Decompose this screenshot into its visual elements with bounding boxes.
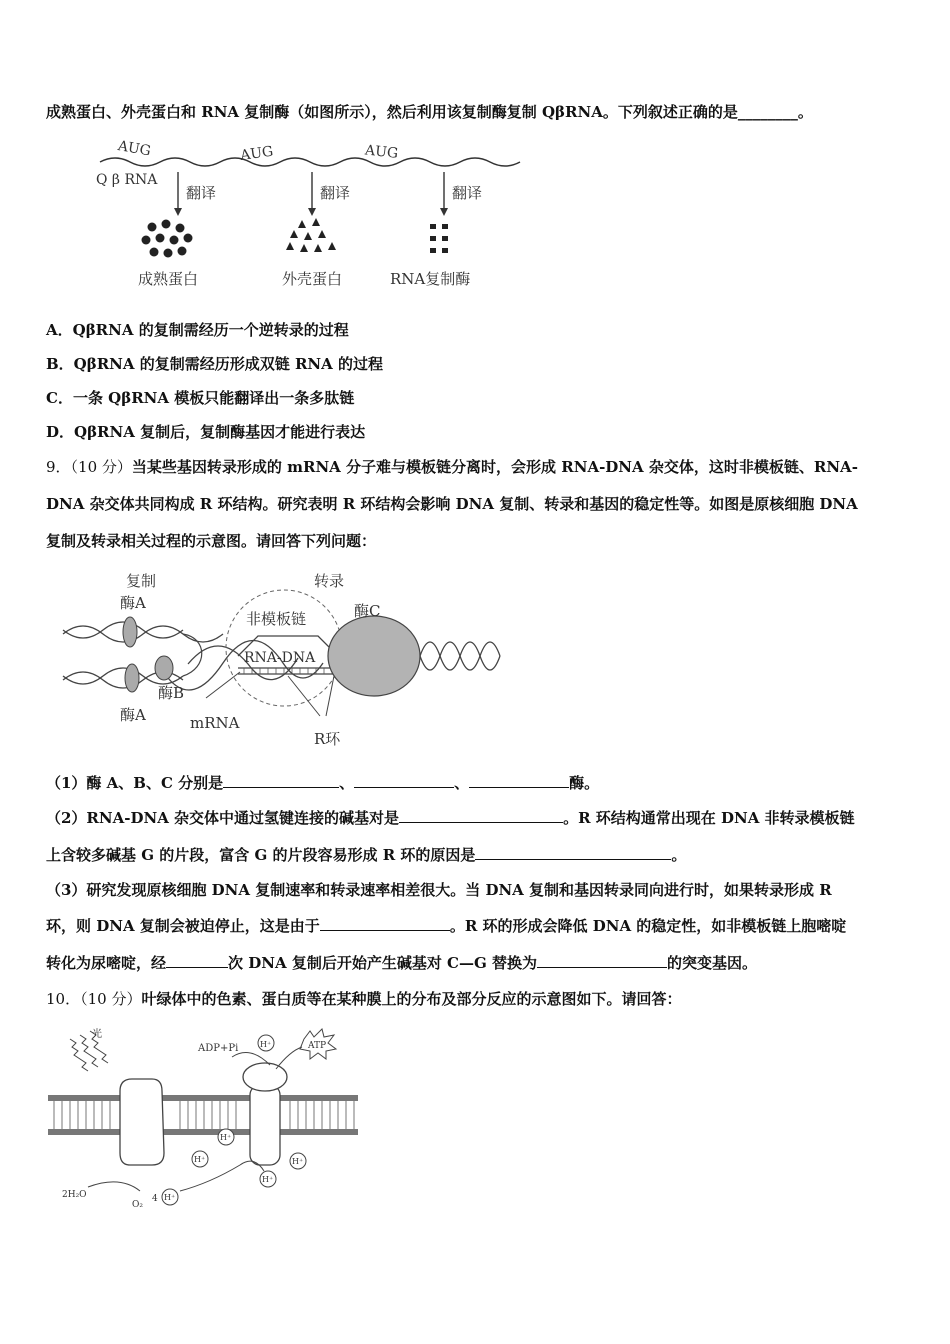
q9-sub-1-sep-1: 、 xyxy=(339,774,355,792)
q9-sub-3-line-3 xyxy=(46,953,757,973)
q9-number: 9． xyxy=(46,458,71,476)
product-label-1: 成熟蛋白 xyxy=(138,270,199,288)
q9-sub-3c-mid: 次 DNA 复制后开始产生碱基对 C—G 替换为 xyxy=(228,954,538,972)
replication-label: 复制 xyxy=(126,572,157,590)
answer-blank-1c[interactable] xyxy=(469,773,569,788)
q10-score: （10 分） xyxy=(80,990,142,1008)
rna-strand xyxy=(100,158,520,166)
q9-sub-3c-text: 转化为尿嘧啶，经 xyxy=(46,954,167,972)
water-label: 2H₂O xyxy=(62,1190,87,1200)
q9-sub-2b-text: 上含较多碱基 G 的片段，富含 G 的片段容易形成 R 环的原因是 xyxy=(46,846,476,864)
translate-label-2: 翻译 xyxy=(320,184,351,202)
atp-label: ATP xyxy=(308,1041,327,1051)
q9-sub-2-line-1 xyxy=(46,808,855,828)
adp-label: ADP+Pi xyxy=(198,1043,239,1054)
enzyme-b-label: 酶B xyxy=(158,684,185,702)
answer-blank-2b[interactable] xyxy=(475,845,671,860)
rna-label: Q β RNA xyxy=(96,172,158,188)
q9-sub-3b-text: 环，则 DNA 复制会被迫停止，这是由于 xyxy=(46,917,320,935)
mature-protein-dots xyxy=(142,220,193,258)
q9-sub-1 xyxy=(46,773,599,793)
replicase-squares xyxy=(430,224,448,253)
q9-sub-1-text: （1）酶 A、B、C 分别是 xyxy=(46,774,224,792)
h-top: H⁺ xyxy=(260,1040,272,1049)
atp-synthase-channel xyxy=(250,1085,280,1165)
h-1: H⁺ xyxy=(220,1133,232,1142)
r-loop-label: R环 xyxy=(314,730,341,748)
q8-option-a: A．QβRNA 的复制需经历一个逆转录的过程 xyxy=(46,321,349,339)
answer-blank-3a[interactable] xyxy=(320,916,450,931)
transcription-bubble xyxy=(226,590,342,706)
answer-blank-1a[interactable] xyxy=(223,773,339,788)
light-arrows xyxy=(70,1031,108,1071)
enzyme-b xyxy=(155,656,173,680)
q9-stem-line-1 xyxy=(46,457,858,477)
q10-number: 10． xyxy=(46,990,81,1008)
light-label: 光 xyxy=(92,1029,102,1040)
q10-stem xyxy=(46,989,681,1009)
q9-sub-3-line-1: （3）研究发现原核细胞 DNA 复制速率和转录速率相差很大。当 DNA 复制和基因转录同向进行时，如果转录形成 R xyxy=(46,881,832,899)
o2-label: O₂ xyxy=(132,1200,143,1210)
q8-option-c: C．一条 QβRNA 模板只能翻译出一条多肽链 xyxy=(46,389,355,407)
answer-blank-2a[interactable] xyxy=(399,808,563,823)
q9-sub-3b-tail: 。R 环的形成会降低 DNA 的稳定性，如非模板链上胞嘧啶 xyxy=(449,917,847,935)
codon-3: AUG xyxy=(364,142,399,162)
codon-2: AUG xyxy=(239,143,275,164)
translate-label-1: 翻译 xyxy=(186,184,217,202)
q10-stem-text: 叶绿体中的色素、蛋白质等在某种膜上的分布及部分反应的示意图如下。请回答： xyxy=(141,990,682,1008)
atp-synthase-head xyxy=(243,1063,287,1091)
r-loop-figure xyxy=(58,568,508,753)
codon-1: AUG xyxy=(116,138,152,160)
product-label-3: RNA复制酶 xyxy=(390,270,471,288)
q9-sub-1-tail: 酶。 xyxy=(569,774,600,792)
q9-sub-3c-tail: 的突变基因。 xyxy=(667,954,758,972)
q9-stem-line-3: 复制及转录相关过程的示意图。请回答下列问题： xyxy=(46,532,377,550)
qbeta-rna-figure xyxy=(90,132,530,302)
enzyme-c-label: 酶C xyxy=(354,602,381,620)
enzyme-a-label-upper: 酶A xyxy=(120,594,146,612)
enzyme-a-label-lower: 酶A xyxy=(120,706,146,724)
q9-stem-text-1: 当某些基因转录形成的 mRNA 分子难与模板链分离时，会形成 RNA-DNA 杂交体，这时非模板链、RNA- xyxy=(131,458,858,476)
q9-sub-1-sep-2: 、 xyxy=(454,774,470,792)
q9-stem-line-2: DNA 杂交体共同构成 R 环结构。研究表明 R 环结构会影响 DNA 复制、转录和基因的稳定性等。如图是原核细胞 DNA xyxy=(46,495,858,513)
product-label-2: 外壳蛋白 xyxy=(282,270,343,288)
h-3: H⁺ xyxy=(194,1155,206,1164)
enzyme-a-upper xyxy=(123,617,137,647)
q9-sub-2-text: （2）RNA-DNA 杂交体中通过氢键连接的碱基对是 xyxy=(46,809,400,827)
hybrid-label: RNA-DNA xyxy=(244,650,316,666)
q9-sub-2-line-2 xyxy=(46,845,686,865)
photosystem xyxy=(120,1079,164,1165)
q9-score: （10 分） xyxy=(70,458,132,476)
q9-sub-3-line-2 xyxy=(46,916,846,936)
dna-upper xyxy=(63,626,223,642)
transcription-label: 转录 xyxy=(314,572,345,590)
q9-sub-2-tail: 。R 环结构通常出现在 DNA 非转录模板链 xyxy=(563,809,855,827)
q8-option-b: B．QβRNA 的复制需经历形成双链 RNA 的过程 xyxy=(46,355,384,373)
h-4: H⁺ xyxy=(262,1175,274,1184)
h-5: H⁺ xyxy=(164,1193,176,1202)
answer-blank-1b[interactable] xyxy=(354,773,454,788)
translate-label-3: 翻译 xyxy=(452,184,483,202)
four-label: 4 xyxy=(152,1194,158,1204)
q8-option-d: D．QβRNA 复制后，复制酶基因才能进行表达 xyxy=(46,423,366,441)
lipid-bilayer xyxy=(48,1095,358,1135)
enzyme-c xyxy=(328,616,420,696)
answer-blank-3c[interactable] xyxy=(537,953,667,968)
thylakoid-figure xyxy=(40,1025,370,1215)
non-template-label: 非模板链 xyxy=(246,610,307,628)
enzyme-a-lower xyxy=(125,664,139,692)
q8-stem: 成熟蛋白、外壳蛋白和 RNA 复制酶（如图所示），然后利用该复制酶复制 QβRNA。下列叙述正确的是________。 xyxy=(46,103,813,121)
q9-sub-2b-tail: 。 xyxy=(671,846,687,864)
mrna-label: mRNA xyxy=(190,714,240,732)
coat-protein-triangles xyxy=(286,218,336,252)
answer-blank-3b[interactable] xyxy=(166,953,228,968)
h-2: H⁺ xyxy=(292,1157,304,1166)
